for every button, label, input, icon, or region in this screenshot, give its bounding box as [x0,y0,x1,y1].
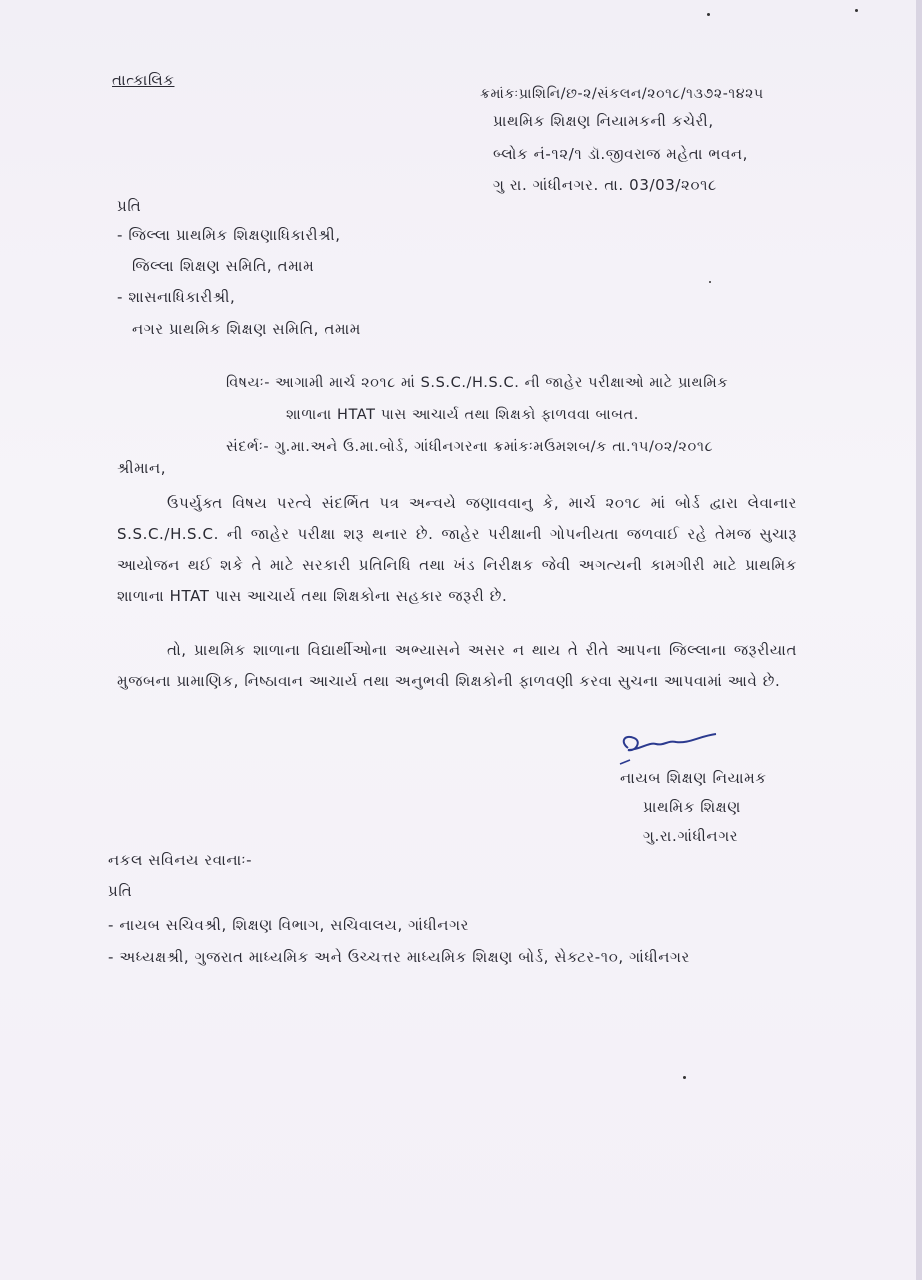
reference-number: ક્રમાંકઃપ્રાશિનિ/છ-૨/સંકલન/૨૦૧૮/૧૩૭૨-૧૪૨૫ [480,86,764,102]
scan-speck [709,281,711,283]
copy-recipient: - અધ્યક્ષશ્રી, ગુજરાત માધ્યમિક અને ઉચ્ચત્તર માધ્યમિક શિક્ષણ બોર્ડ, સેક્ટર-૧૦, ગાંધીનગર [108,948,690,966]
recipient-line: - જિલ્લા પ્રાથમિક શિક્ષણાધિકારીશ્રી, [117,226,341,244]
recipient-prefix: પ્રતિ [117,197,142,215]
scan-speck [707,13,710,16]
copy-heading: નકલ સવિનય રવાનાઃ- [108,851,253,869]
body-paragraph: તો, પ્રાથમિક શાળાના વિદ્યાર્થીઓના અભ્યાસને અસર ન થાય તે રીતે આપના જિલ્લાના જરૂરીયાત મુજબના પ્રામાણિક, નિષ્ઠાવાન આચાર્ય તથા અનુભવી શિક્ષકોની ફાળવણી કરવા સુચના આપવામાં આવે છે. [117,641,797,690]
urgent-label: તાત્કાલિક [112,71,175,89]
recipient-line: નગર પ્રાથમિક શિક્ષણ સમિતિ, તમામ [132,320,361,338]
signatory-designation: નાયબ શિક્ષણ નિયામક [620,769,767,787]
copy-recipient: - નાયબ સચિવશ્રી, શિક્ષણ વિભાગ, સચિવાલય, ગાંધીનગર [108,916,469,934]
scan-speck [683,1076,686,1079]
salutation: શ્રીમાન, [117,459,167,477]
body-paragraph: ઉપર્યુક્ત વિષય પરત્વે સંદર્ભિત પત્ર અન્વયે જણાવવાનુ કે, માર્ચ ૨૦૧૮ માં બોર્ડ દ્વારા લેવાનાર S.S.C./H.S.C. ની જાહેર પરીક્ષા શરૂ થનાર છે. જાહેર પરીક્ષાની ગોપનીયતા જળવાઈ રહે તેમજ સુચારૂ આયોજન થઈ શકે તે માટે સરકારી પ્રતિનિધિ તથા ખંડ નિરીક્ષક જેવી અગત્યની કામગીરી માટે પ્રાથમિક શાળાના HTAT પાસ આચાર્ય તથા શિક્ષકોના સહકાર જરૂરી છે. [117,494,797,605]
office-address-line: બ્લોક નં-૧૨/૧ ડૉ.જીવરાજ મહેતા ભવન, [493,145,749,163]
scan-speck [855,9,858,12]
recipient-line: જિલ્લા શિક્ષણ સમિતિ, તમામ [132,257,315,275]
signatory-place: ગુ.રા.ગાંધીનગર [643,827,739,845]
copy-prefix: પ્રતિ [108,882,133,900]
office-date-line: ગુ રા. ગાંધીનગર. તા. 03/03/૨૦૧૮ [493,176,717,194]
office-address-line: પ્રાથમિક શિક્ષણ નિયામકની કચેરી, [493,112,714,130]
recipient-line: - શાસનાધિકારીશ્રી, [117,288,236,306]
subject-line: શાળાના HTAT પાસ આચાર્ય તથા શિક્ષકો ફાળવવા બાબત. [286,407,639,423]
signatory-department: પ્રાથમિક શિક્ષણ [643,798,741,816]
reference-line: સંદર્ભઃ- ગુ.મા.અને ઉ.મા.બોર્ડ, ગાંધીનગરના ક્રમાંકઃમઉમશબ/ક તા.૧૫/૦૨/૨૦૧૮ [226,439,714,455]
subject-line: વિષયઃ- આગામી માર્ચ ૨૦૧૮ માં S.S.C./H.S.C. ની જાહેર પરીક્ષાઓ માટે પ્રાથમિક [226,375,729,391]
page-edge [916,0,922,1280]
